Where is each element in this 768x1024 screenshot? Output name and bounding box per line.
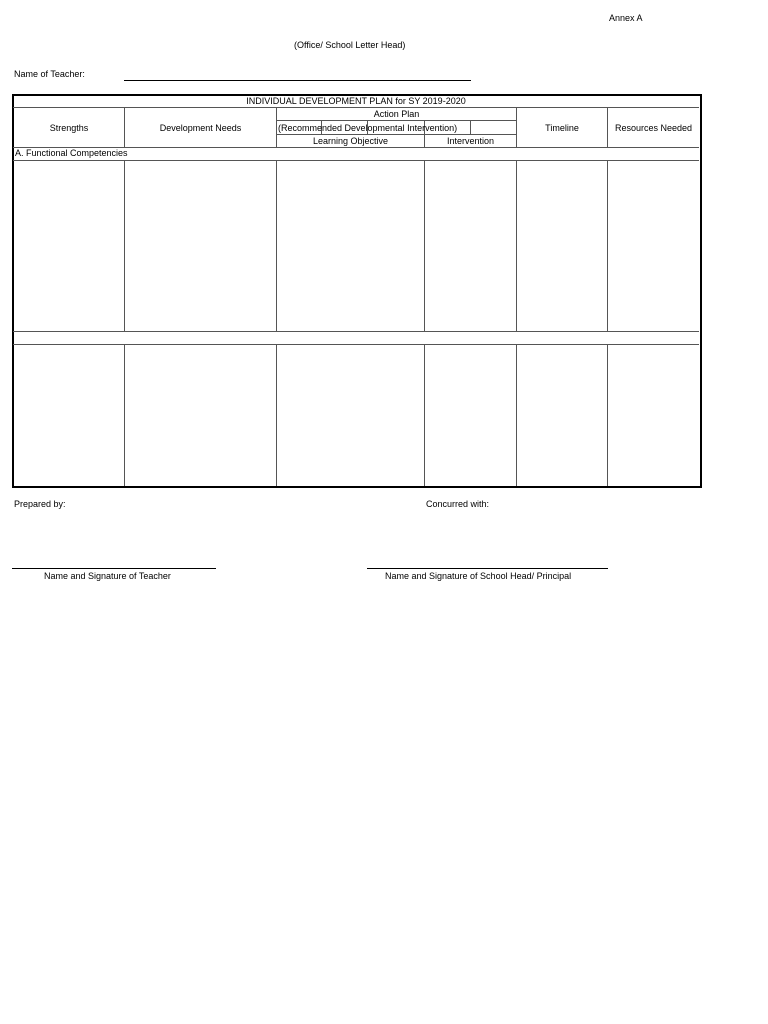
rule [424,345,425,486]
header-timeline: Timeline [545,122,579,133]
annex-label: Annex A [609,13,643,23]
header-action-plan-subtitle: (Recommended Developmental Intervention) [278,122,458,133]
header-resources-needed: Resources Needed [614,122,693,133]
rule [607,161,608,331]
header-action-plan: Action Plan [373,109,420,119]
teacher-signature-caption: Name and Signature of Teacher [44,571,171,581]
rule [13,160,699,161]
header-development-needs: Development Needs [159,122,242,133]
rule [13,344,699,345]
head-signature-caption: Name and Signature of School Head/ Principal [385,571,572,581]
rule [607,345,608,486]
rule [516,345,517,486]
header-learning-objective: Learning Objective [312,136,389,146]
concurred-with-label: Concurred with: [426,499,490,509]
rule [424,161,425,331]
rule [124,161,125,331]
rule [276,345,277,486]
teacher-name-line [124,80,471,81]
table-title: INDIVIDUAL DEVELOPMENT PLAN for SY 2019-2020 [246,96,466,106]
header-strengths: Strengths [49,122,89,133]
rule [276,161,277,331]
head-signature-line [367,568,608,569]
letterhead-placeholder: (Office/ School Letter Head) [294,40,406,50]
teacher-signature-line [12,568,216,569]
header-intervention: Intervention [446,136,495,146]
prepared-by-label: Prepared by: [14,499,66,509]
rule [124,345,125,486]
teacher-name-label: Name of Teacher: [14,69,85,79]
rule [516,161,517,331]
rule [13,331,699,332]
section-functional-competencies: A. Functional Competencies [15,148,128,158]
